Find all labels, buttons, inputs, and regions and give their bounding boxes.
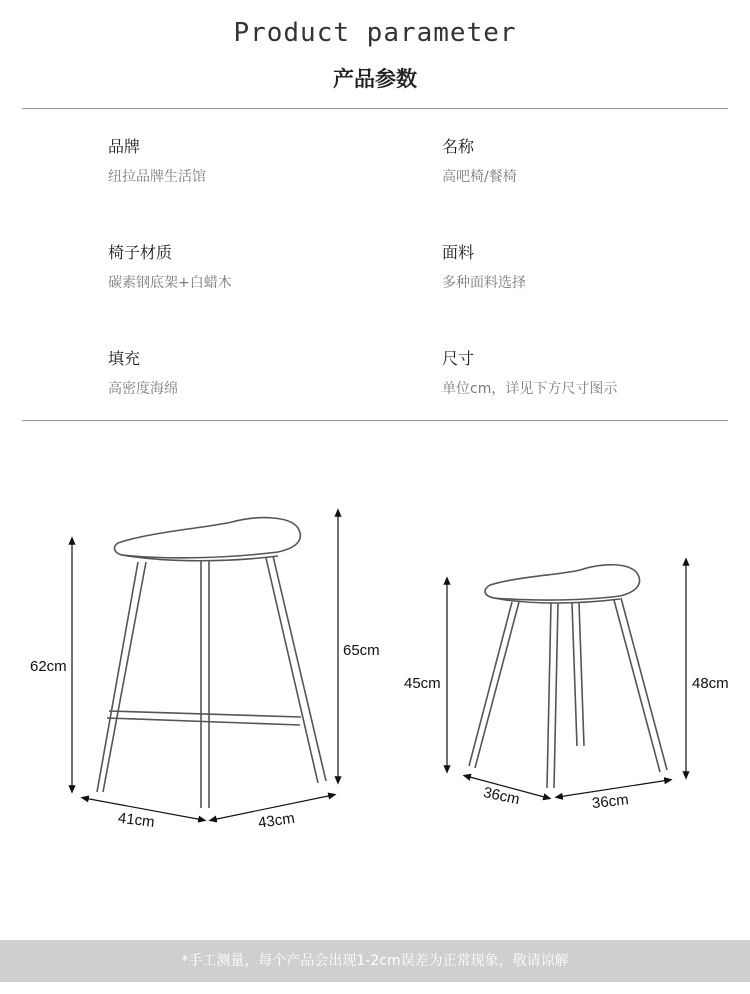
tall-depth-label: 43cm <box>257 809 296 832</box>
param-label: 尺寸 <box>442 349 475 368</box>
param-value: 高密度海绵 <box>108 381 178 397</box>
param-value: 单位cm，详见下方尺寸图示 <box>442 381 618 397</box>
tall-leg-back-right <box>266 556 326 783</box>
measurement-disclaimer: *手工测量，每个产品会出现1-2cm误差为正常现象，敬请谅解 <box>0 940 750 982</box>
short-leg-back-left <box>572 603 584 746</box>
short-leg-front-left <box>469 602 519 768</box>
tall-height-back-label: 65cm <box>343 642 380 659</box>
title-chinese: 产品参数 <box>333 67 417 91</box>
tall-height-front-label: 62cm <box>30 658 67 675</box>
short-leg-back-right <box>614 598 667 772</box>
short-seat-top <box>485 565 639 600</box>
param-label: 名称 <box>442 137 475 156</box>
tall-leg-front-left <box>97 562 146 792</box>
short-width-label: 36cm <box>481 784 522 809</box>
short-height-back-label: 48cm <box>692 675 729 692</box>
short-stool-dimension-lines <box>447 561 686 798</box>
tall-stool-illustration <box>97 518 326 808</box>
param-label: 品牌 <box>108 137 141 156</box>
param-label: 填充 <box>108 349 141 368</box>
tall-footrest <box>107 711 301 725</box>
tall-width-label: 41cm <box>117 809 156 831</box>
tall-seat-top <box>115 518 301 558</box>
short-height-front-label: 45cm <box>404 675 441 692</box>
param-value: 碳素钢底架+白蜡木 <box>108 275 232 291</box>
short-leg-front-right <box>547 603 558 788</box>
tall-leg-front-right <box>201 560 209 808</box>
short-depth-label: 36cm <box>591 791 630 813</box>
param-label: 面料 <box>442 243 475 262</box>
param-value: 多种面料选择 <box>442 275 526 291</box>
param-value: 高吧椅/餐椅 <box>442 169 517 185</box>
param-label: 椅子材质 <box>108 243 173 262</box>
title-english: Product parameter <box>233 18 517 48</box>
short-stool-illustration <box>469 565 667 788</box>
param-value: 纽拉品牌生活馆 <box>108 169 206 185</box>
